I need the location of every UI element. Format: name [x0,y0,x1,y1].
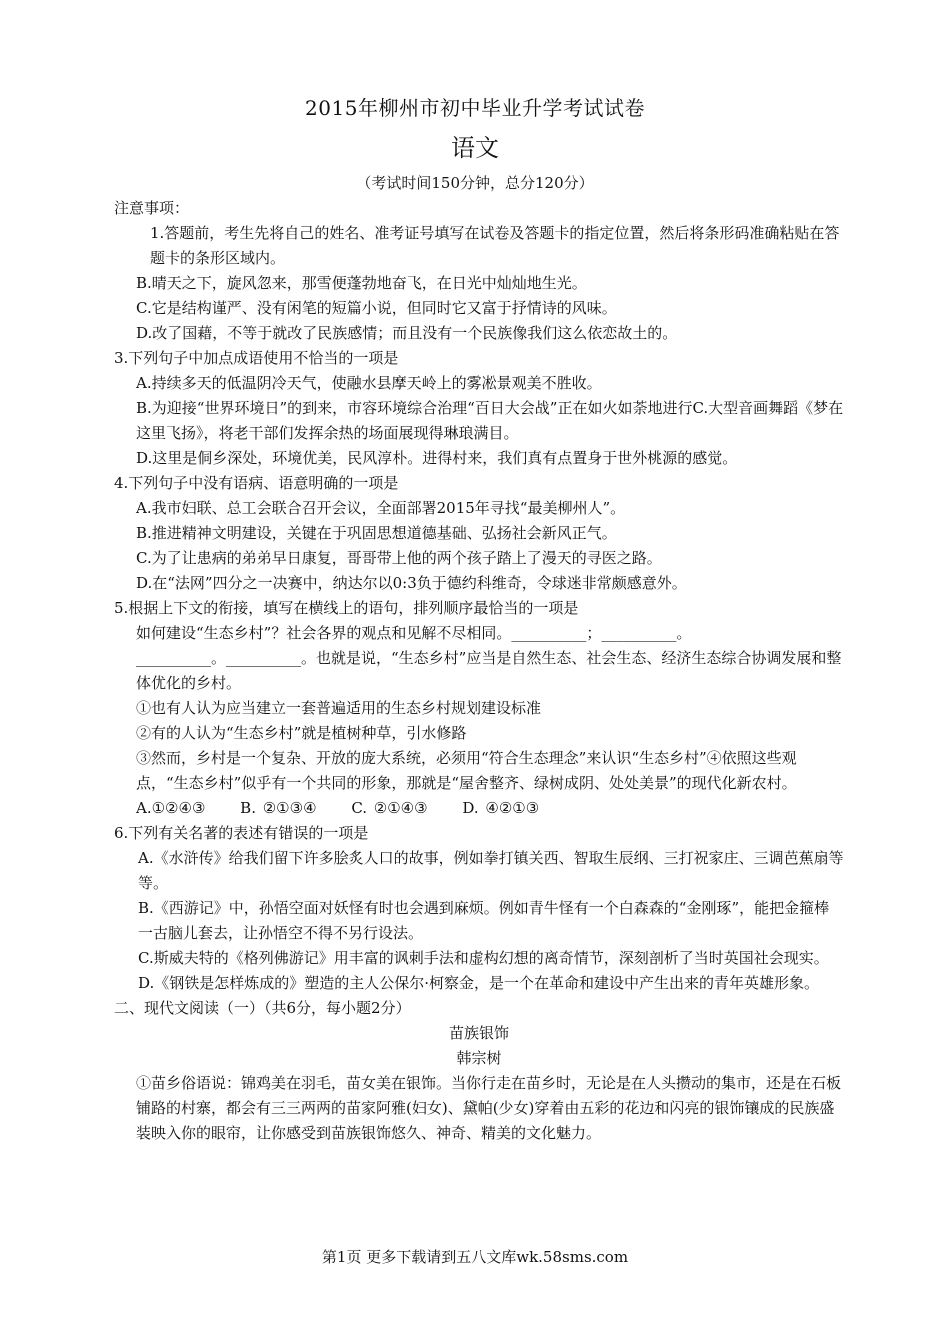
q4-stem: 4.下列句子中没有语病、语意明确的一项是 [114,474,399,492]
q5-passage-1: 如何建设“生态乡村”？社会各界的观点和见解不尽相同。__________；__________。 [136,624,692,642]
q5-option-d: D. ④②①③ [462,799,540,817]
q4-option-b: B.推进精神文明建设，关键在于巩固思想道德基础、弘扬社会新风正气。 [136,524,617,542]
q3-option-d: D.这里是侗乡深处，环境优美，民风淳朴。进得村来，我们真有点置身于世外桃源的感觉。 [136,449,738,467]
q3-option-a: A.持续多天的低温阴冷天气，使融水县摩天岭上的雾凇景观美不胜收。 [136,374,602,392]
q5-option-a: A.①②④③ [136,799,206,817]
q6-option-d: D.《钢铁是怎样炼成的》塑造的主人公保尔·柯察金，是一个在革命和建设中产生出来的青年英雄形象。 [138,974,820,992]
q5-options [114,796,844,821]
article-author: 韩宗树 [456,1049,502,1067]
q6-stem: 6.下列有关名著的表述有错误的一项是 [114,824,369,842]
q4-option-a: A.我市妇联、总工会联合召开会议，全面部署2015年寻找“最美柳州人”。 [136,499,626,517]
article-title: 苗族银饰 [448,1024,509,1042]
q5-option-b: B. ②①③④ [240,799,317,817]
q2-option-d: D.改了国藉，不等于就改了民族感情；而且没有一个民族像我们这么依恋故土的。 [136,324,678,342]
q6-option-c: C.斯威夫特的《格列佛游记》用丰富的讽刺手法和虚构幻想的离奇情节，深刻剖析了当时英国社会现实。 [138,949,829,967]
q5-passage-2: __________。__________。也就是说，“生态乡村”应当是自然生态、社会生态、经济生态综合协调发展和整体优化的乡村。 [136,649,842,692]
notes-heading: 注意事项： [114,199,190,217]
notes-item-1: 1.答题前，考生先将自己的姓名、准考证号填写在试卷及答题卡的指定位置，然后将条形码准确粘贴在答题卡的条形区域内。 [150,224,840,267]
exam-content [114,196,844,1146]
subject-title: 语文 [451,134,499,162]
q5-sentence-3: ③然而，乡村是一个复杂、开放的庞大系统，必须用“符合生态理念”来认识“生态乡村”④依照这些观点，“生态乡村”似乎有一个共同的形象，那就是“屋舍整齐、绿树成阴、处处美景”的现代化新农村。 [136,749,797,792]
q5-option-c: C. ②①④③ [351,799,428,817]
q6-option-a: A.《水浒传》给我们留下许多脍炙人口的故事，例如拳打镇关西、智取生辰纲、三打祝家庄、三调芭蕉扇等等。 [138,849,844,892]
q4-option-d: D.在“法网”四分之一决赛中，纳达尔以0:3负于德约科维奇，令球迷非常颇感意外。 [136,574,687,592]
exam-info: （考试时间150分钟，总分120分） [356,174,594,192]
q6-option-b: B.《西游记》中，孙悟空面对妖怪有时也会遇到麻烦。例如青牛怪有一个白森森的“金刚琢”，能把金箍棒一古脑儿套去，让孙悟空不得不另行设法。 [138,899,830,942]
page-footer: 第1页 更多下载请到五八文库wk.58sms.com [321,1248,629,1266]
article-paragraph-1: ①苗乡俗语说：锦鸡美在羽毛，苗女美在银饰。当你行走在苗乡时，无论是在人头攒动的集市，还是在石板铺路的村寨，都会有三三两两的苗家阿雅(妇女)、黛帕(少女)穿着由五彩的花边和闪亮的银饰镶成的民族盛装映入你的眼帘，让你感受到苗族银饰悠久、神奇、精美的文化魅力。 [136,1074,842,1142]
section2-heading: 二、现代文阅读（一）（共6分，每小题2分） [114,999,411,1017]
q5-sentence-1: ①也有人认为应当建立一套普遍适用的生态乡村规划建设标准 [136,699,542,717]
q2-option-b: B.晴天之下，旋风忽来，那雪便蓬勃地奋飞，在日光中灿灿地生光。 [136,274,587,292]
q5-stem: 5.根据上下文的衔接，填写在横线上的语句，排列顺序最恰当的一项是 [114,599,579,617]
q4-option-c: C.为了让患病的弟弟早日康复，哥哥带上他的两个孩子踏上了漫天的寻医之路。 [136,549,662,567]
q2-option-c: C.它是结构谨严、没有闲笔的短篇小说，但同时它又富于抒情诗的风味。 [136,299,617,317]
q3-option-b: B.为迎接“世界环境日”的到来，市容环境综合治理“百日大会战”正在如火如荼地进行C.大型音画舞蹈《梦在这里飞扬》，将老干部们发挥余热的场面展现得琳琅满目。 [136,399,844,442]
q3-stem: 3.下列句子中加点成语使用不恰当的一项是 [114,349,399,367]
exam-title: 2015年柳州市初中毕业升学考试试卷 [305,96,645,120]
q5-sentence-2: ②有的人认为“生态乡村”就是植树种草，引水修路 [136,724,467,742]
